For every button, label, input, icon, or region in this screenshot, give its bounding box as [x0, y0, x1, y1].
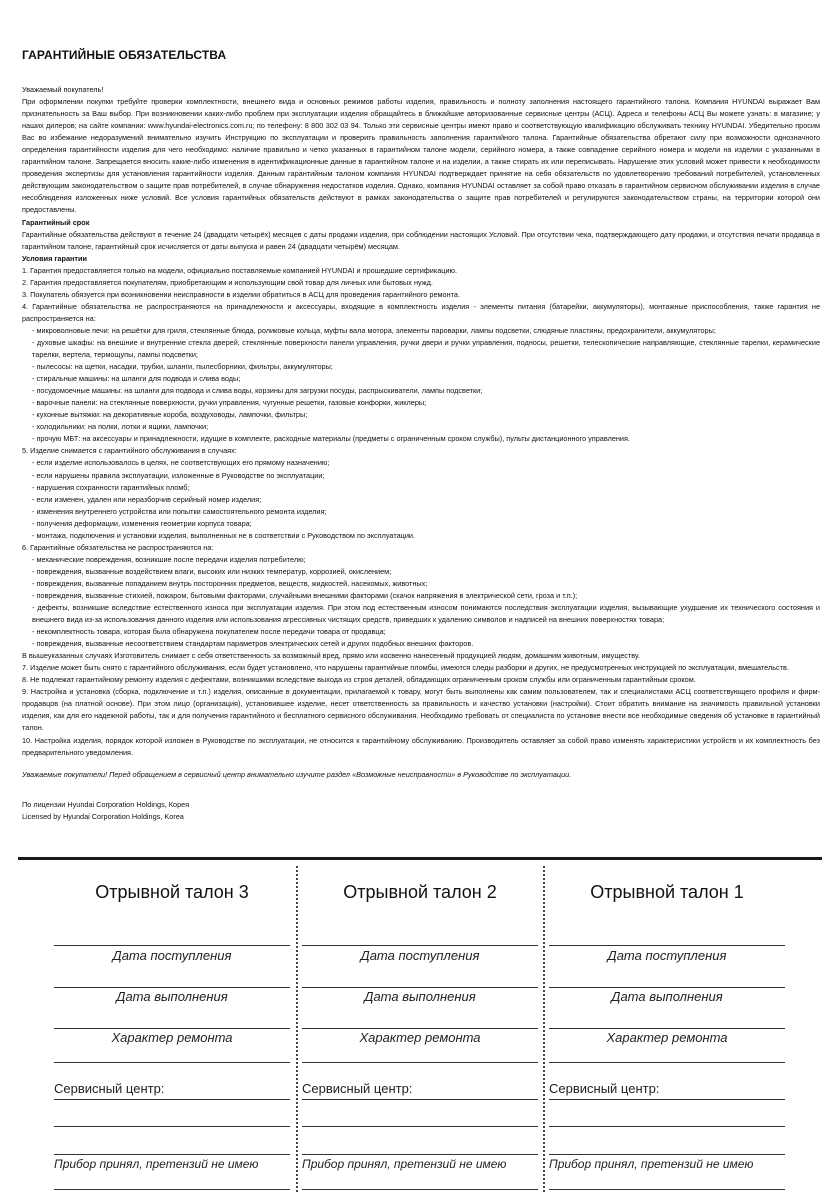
form-line	[549, 945, 785, 946]
coupon-title: Отрывной талон 2	[343, 882, 497, 902]
coupon-3	[54, 866, 290, 1192]
accepted-label: Прибор принял, претензий не имею	[549, 1157, 754, 1171]
list-item: - механические повреждения, возникшие после передачи изделия потребителю;	[32, 554, 306, 564]
form-line	[54, 1154, 290, 1155]
paragraph: 5. Изделие снимается с гарантийного обслуживания в случаях:	[22, 446, 237, 456]
accepted-label: Прибор принял, претензий не имею	[54, 1157, 259, 1171]
form-line	[549, 1126, 785, 1127]
receipt-date-label: Дата поступления	[607, 948, 727, 963]
warranty-document	[22, 48, 820, 823]
list-item: - холодильники: на полки, лотки и ящики, лампочки;	[32, 422, 209, 432]
form-line	[549, 1154, 785, 1155]
section-heading: Гарантийный срок	[22, 217, 90, 227]
list-item: - получения деформации, изменения геометрии корпуса товара;	[32, 518, 252, 528]
form-line	[302, 1154, 538, 1155]
list-item: - если нарушены правила эксплуатации, изложенные в Руководстве по эксплуатации;	[32, 470, 325, 480]
document-title: ГАРАНТИЙНЫЕ ОБЯЗАТЕЛЬСТВА	[22, 48, 227, 62]
list-item: - посудомоечные машины: на шланги для подвода и слива воды, корзины для загрузки посуды, распрыскиватели, лампы подсветки;	[32, 386, 483, 396]
perforation-line	[543, 866, 545, 1192]
list-item: - изменения внутреннего устройства или попытки самостоятельного ремонта изделия;	[32, 506, 327, 516]
customer-notice: Уважаемые покупатели! Перед обращением в сервисный центр внимательно изучите раздел «Возможные неисправности» в Руководстве по эксплуатации.	[22, 769, 572, 779]
list-item: - прочую МБТ: на аксессуары и принадлежности, идущие в комплекте, расходные материалы (предметы с ограниченным сроком службы), пульты дистанционного управления.	[32, 434, 630, 444]
list-item: - духовые шкафы: на внешние и внутренние стекла дверей, стеклянные поверхности панели управления, ручки двери и ручки управления, подносы, решетки, телескопические направляющие, стеклянные тарелки, керамические тарелки, вертела, термощупы, лампы подсветки;	[32, 337, 820, 360]
form-line	[302, 987, 538, 988]
repair-type-label: Характер ремонта	[111, 1030, 233, 1045]
list-item: - монтажа, подключения и установки изделия, выполненных не в соответствии с Руководством по эксплуатации.	[32, 530, 415, 540]
paragraph: 2. Гарантия предоставляется покупателям, приобретающим и использующим свой товар для личных или бытовых нужд.	[22, 277, 433, 287]
list-item: - нарушения сохранности гарантийных пломб;	[32, 482, 190, 492]
accepted-label: Прибор принял, претензий не имею	[302, 1157, 507, 1171]
completion-date-label: Дата выполнения	[611, 989, 723, 1004]
form-line	[54, 1028, 290, 1029]
paragraph: Уважаемый покупатель!	[22, 85, 104, 94]
document-body	[22, 84, 820, 823]
form-line	[54, 1099, 290, 1100]
list-item: - повреждения, вызванные несоответствием стандартам параметров электрических сетей и других подобных внешних факторов.	[32, 639, 474, 649]
receipt-date-label: Дата поступления	[112, 948, 232, 963]
paragraph: 7. Изделие может быть снято с гарантийного обслуживания, если будет установлено, что нарушены гарантийные пломбы, имеются следы разборки и других, не предусмотренных инструкцией по эксплуатации, вмешательств.	[22, 663, 789, 673]
repair-type-label: Характер ремонта	[359, 1030, 481, 1045]
paragraph: В вышеуказанных случаях Изготовитель снимает с себя ответственность за возможный вред, прямо или косвенно нанесенный продукцией людям, домашним животным, имуществу.	[22, 651, 640, 661]
form-line	[302, 945, 538, 946]
paragraph: 6. Гарантийные обязательства не распространяются на:	[22, 542, 214, 552]
paragraph: Licensed by Hyundai Corporation Holdings, Korea	[22, 811, 184, 821]
list-item: - повреждения, вызванные попаданием внутрь посторонних предметов, веществ, жидкостей, насекомых, животных;	[32, 578, 428, 588]
list-item: - дефекты, возникшие вследствие естественного износа при эксплуатации изделия. При этом под естественным износом понимаются последствия эксплуатации изделия, вызывающие ухудшение их технического состояния и внешнего вида из-за использования данного изделия или использования агрессивных чистящих средств, приведших к удалению символов и надписей на внешних поверхностях товара;	[32, 603, 820, 625]
list-item: - если изменен, удален или неразборчив серийный номер изделия;	[32, 494, 262, 504]
form-line	[302, 1189, 538, 1190]
list-item: - стиральные машины: на шланги для подвода и слива воды;	[32, 374, 241, 384]
service-center-label: Сервисный центр:	[302, 1081, 413, 1096]
paragraph: 3. Покупатель обязуется при возникновении неисправности в изделии обратиться в АСЦ для проведения гарантийного ремонта.	[22, 289, 460, 299]
paragraph: 4. Гарантийные обязательства не распространяются на принадлежности и аксессуары, входящие в комплектность изделия - элементы питания (батарейки, аккумуляторы), монтажные приспособления, также гарантия не распространяется на:	[22, 301, 820, 323]
form-line	[302, 1099, 538, 1100]
coupon-title: Отрывной талон 1	[590, 882, 744, 902]
form-line	[549, 1099, 785, 1100]
coupon-2	[302, 866, 538, 1192]
service-center-label: Сервисный центр:	[549, 1081, 660, 1096]
coupon-1	[549, 866, 785, 1192]
list-item: - микроволновые печи: на решётки для гриля, стеклянные блюда, роликовые кольца, муфты вала мотора, элементы пароварки, лампы подсветки, слюдяные пластины, предохранители, аккумуляторы;	[32, 325, 716, 335]
form-line	[54, 945, 290, 946]
list-item: - некомплектность товара, которая была обнаружена покупателем после передачи товара от продавца;	[32, 627, 386, 637]
form-line	[302, 1126, 538, 1127]
form-line	[54, 1189, 290, 1190]
completion-date-label: Дата выполнения	[116, 989, 228, 1004]
section-heading: Условия гарантии	[22, 253, 87, 263]
paragraph: Гарантийные обязательства действуют в течение 24 (двадцати четырёх) месяцев с даты продажи изделия, при соблюдении настоящих Условий. При отсутствии чека, подтверждающего дату продажи, и отсутствия печати продавца в гарантийном талоне, гарантийный срок исчисляется от даты выпуска и равен 24 (двадцати четырём) месяцам.	[22, 229, 820, 251]
form-line	[549, 1062, 785, 1063]
paragraph: 1. Гарантия предоставляется только на модели, официально поставляемые компанией HYUNDAI и прошедшие сертификацию.	[22, 265, 458, 275]
form-line	[302, 1028, 538, 1029]
completion-date-label: Дата выполнения	[364, 989, 476, 1004]
list-item: - варочные панели: на стеклянные поверхности, ручки управления, чугунные решетки, газовые конфорки, жиклеры;	[32, 398, 427, 408]
form-line	[549, 987, 785, 988]
form-line	[549, 1028, 785, 1029]
list-item: - повреждения, вызванные воздействием влаги, высоких или низких температур, коррозией, окислением;	[32, 566, 392, 576]
form-line	[54, 1126, 290, 1127]
repair-type-label: Характер ремонта	[606, 1030, 728, 1045]
service-center-label: Сервисный центр:	[54, 1081, 165, 1096]
list-item: - если изделие использовалось в целях, не соответствующих его прямому назначению;	[32, 458, 330, 468]
paragraph: 8. Не подлежат гарантийному ремонту изделия с дефектами, возникшими вследствие выхода из строя деталей, обладающих ограниченным сроком службы или ограниченным гарантийным сроком.	[22, 675, 696, 685]
form-line	[54, 1062, 290, 1063]
license-line: По лицензии Hyundai Corporation Holdings, Корея	[22, 799, 190, 809]
cut-line	[18, 857, 822, 860]
paragraph: При оформлении покупки требуйте проверки комплектности, внешнего вида и основных режимов работы изделия, правильность и полноту заполнения настоящего гарантийного талона. Компания HYUNDAI выражает Вам признательность за Ваш выбор. При возникновении каких-либо проблем при эксплуатации изделия обращайтесь в ближайшие авторизованные сервисные центры (АСЦ). Адреса и телефоны АСЦ Вы можете узнать: в магазине; у наших дилеров; на сайте компании: www.hyundai-electronics.com.ru; по телефону: 8 800 302 03 94. Только эти сервисные центры имеют право и соответствующую квалификацию обслуживать технику HYUNDAI. Убедительно просим Вас во избежание недоразумений внимательно изучить Инструкцию по эксплуатации и проверить правильность заполнения гарантийного талона. Гарантийные обязательства обретают силу при возможности однозначного определения гарантийности изделия для чего необходимо: наличие правильно и четко указанных в гарантийном талоне модели, серийного номера, а также совпадение серийного номера и модели на изделии с указанными в гарантийном талоне. Запрещается вносить какие-либо изменения в идентификационные данные в гарантийном талоне и на изделии, а также стирать их или переписывать. Нарушение этих условий может привести к необходимости проведения экспертизы для установления гарантийности изделия. Данным гарантийным талоном компания HYUNDAI подтверждает принятие на себя обязательств по удовлетворению требований потребителей, установленных действующим законодательством о защите прав потребителей, в случае обнаружения недостатков изделия. Однако, компания HYUNDAI оставляет за собой право отказать в гарантийном сервисном обслуживании изделия в случае несоблюдения изложенных ниже условий. Все условия гарантийных обязательств действуют в рамках законодательства о защите прав потребителей и регулируются законодательством страны, на территории которой они предоставлены.	[22, 97, 820, 215]
coupon-title: Отрывной талон 3	[95, 882, 249, 902]
perforation-line	[296, 866, 298, 1192]
paragraph: 10. Настройка изделия, порядок которой изложен в Руководстве по эксплуатации, не относится к гарантийному обслуживанию. Производитель оставляет за собой право изменять характеристики устройств и их комплектность без предварительного уведомления.	[22, 735, 820, 757]
receipt-date-label: Дата поступления	[360, 948, 480, 963]
form-line	[54, 987, 290, 988]
list-item: - пылесосы: на щетки, насадки, трубки, шланги, пылесборники, фильтры, аккумуляторы;	[32, 362, 333, 372]
list-item: - кухонные вытяжки: на декоративные короба, воздуховоды, лампочки, фильтры;	[32, 410, 308, 420]
list-item: - повреждения, вызванные стихией, пожаром, бытовыми факторами, случайными внешними факторами (скачок напряжения в электрической сети, гроза и т.п.);	[32, 590, 578, 600]
form-line	[302, 1062, 538, 1063]
form-line	[549, 1189, 785, 1190]
paragraph: 9. Настройка и установка (сборка, подключение и т.п.) изделия, описанные в документации, прилагаемой к товару, могут быть выполнены как самим пользователем, так и специалистами АСЦ соответствующего профиля и фирм-продавцов (на платной основе). При этом лицо (организация), установившее изделие, несет ответственность за правильность и качество установки (настройки). Стоит обратить внимание на значимость правильной установки изделия, как для его надежной работы, так и для получения гарантийного и бесплатного сервисного обслуживания. Необходимо требовать от специалиста по установке внести все необходимые сведения об установке в гарантийный талон.	[22, 687, 820, 733]
